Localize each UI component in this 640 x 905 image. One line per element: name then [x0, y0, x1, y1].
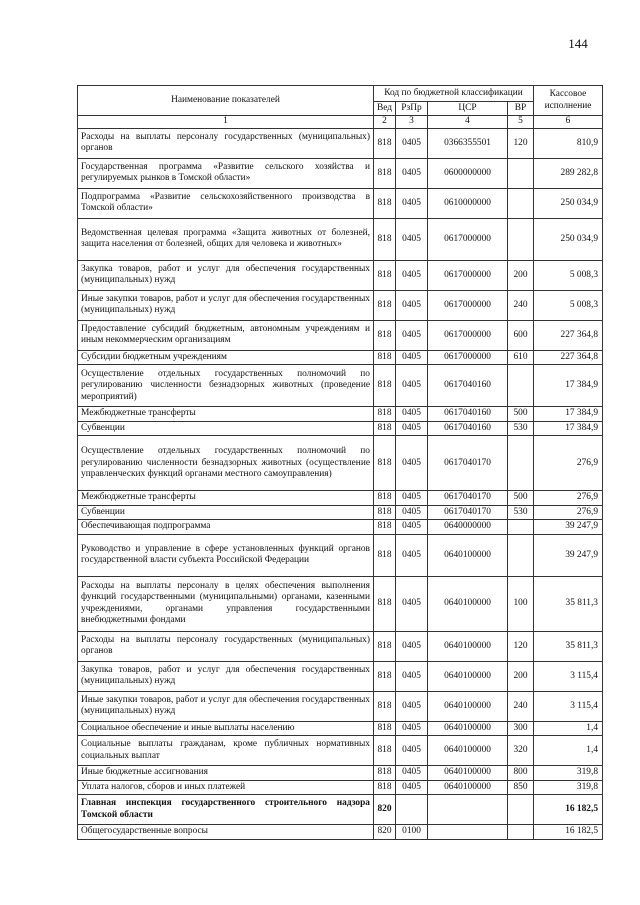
row-vr: 320 — [508, 736, 534, 766]
row-vr: 200 — [508, 661, 534, 691]
table-row — [78, 290, 603, 320]
row-csr: 0640100000 — [428, 661, 508, 691]
table-row — [78, 407, 603, 421]
row-ved: 818 — [374, 218, 396, 260]
row-ved: 818 — [374, 520, 396, 534]
row-amount: 17 384,9 — [534, 407, 603, 421]
row-vr — [508, 365, 534, 407]
col-number: 5 — [508, 116, 534, 128]
row-vr — [508, 436, 534, 491]
row-csr: 0640100000 — [428, 691, 508, 721]
row-rzpr: 0405 — [396, 436, 428, 491]
row-csr: 0617000000 — [428, 350, 508, 364]
row-amount: 227 364,8 — [534, 320, 603, 350]
table-row — [78, 188, 603, 218]
row-amount: 17 384,9 — [534, 365, 603, 407]
row-ved: 818 — [374, 128, 396, 158]
row-csr: 0617000000 — [428, 218, 508, 260]
row-rzpr: 0405 — [396, 631, 428, 661]
row-vr — [508, 795, 534, 825]
table-row — [78, 436, 603, 491]
row-csr: 0617000000 — [428, 260, 508, 290]
row-name: Закупка товаров, работ и услуг для обеспечения государственных (муниципальных) нужд — [78, 260, 374, 290]
row-rzpr: 0405 — [396, 158, 428, 188]
row-amount: 1,4 — [534, 736, 603, 766]
table-row — [78, 631, 603, 661]
row-ved: 818 — [374, 407, 396, 421]
row-name: Расходы на выплаты персоналу в целях обеспечения выполнения функций государственными (муниципальными) органами, казенными учреждениями, органами управления государственными внебюджетными фондами — [78, 576, 374, 631]
row-rzpr: 0405 — [396, 365, 428, 407]
row-amount: 810,9 — [534, 128, 603, 158]
table-row — [78, 320, 603, 350]
row-name: Закупка товаров, работ и услуг для обеспечения государственных (муниципальных) нужд — [78, 661, 374, 691]
row-csr — [428, 825, 508, 839]
row-ved: 820 — [374, 825, 396, 839]
row-rzpr: 0405 — [396, 505, 428, 519]
row-csr: 0617000000 — [428, 320, 508, 350]
row-csr: 0640100000 — [428, 576, 508, 631]
row-vr: 240 — [508, 691, 534, 721]
col-number: 2 — [374, 116, 396, 128]
row-amount: 35 811,3 — [534, 631, 603, 661]
row-amount: 16 182,5 — [534, 825, 603, 839]
row-rzpr: 0405 — [396, 128, 428, 158]
row-amount: 39 247,9 — [534, 520, 603, 534]
row-ved: 818 — [374, 365, 396, 407]
row-name: Главная инспекция государственного строительного надзора Томской области — [78, 795, 374, 825]
row-csr: 0617040170 — [428, 436, 508, 491]
row-csr: 0640100000 — [428, 721, 508, 735]
row-ved: 818 — [374, 350, 396, 364]
row-name: Осуществление отдельных государственных полномочий по регулированию численности безнадзорных животных (проведение мероприятий) — [78, 365, 374, 407]
header-rzpr: РзПр — [396, 102, 428, 116]
row-ved: 818 — [374, 436, 396, 491]
row-amount: 1,4 — [534, 721, 603, 735]
row-amount: 250 034,9 — [534, 188, 603, 218]
row-vr — [508, 520, 534, 534]
table-row — [78, 576, 603, 631]
row-name: Иные бюджетные ассигнования — [78, 766, 374, 780]
row-vr: 530 — [508, 421, 534, 435]
row-amount: 3 115,4 — [534, 691, 603, 721]
table-row — [78, 766, 603, 780]
row-rzpr: 0405 — [396, 290, 428, 320]
table-row — [78, 260, 603, 290]
row-vr — [508, 825, 534, 839]
row-ved: 818 — [374, 320, 396, 350]
row-amount: 227 364,8 — [534, 350, 603, 364]
row-name: Подпрограмма «Развитие сельскохозяйственного производства в Томской области» — [78, 188, 374, 218]
row-ved: 818 — [374, 290, 396, 320]
row-name: Иные закупки товаров, работ и услуг для обеспечения государственных (муниципальных) нужд — [78, 290, 374, 320]
row-amount: 276,9 — [534, 491, 603, 505]
row-rzpr: 0405 — [396, 218, 428, 260]
row-amount: 35 811,3 — [534, 576, 603, 631]
row-amount: 17 384,9 — [534, 421, 603, 435]
row-rzpr: 0100 — [396, 825, 428, 839]
row-vr: 500 — [508, 407, 534, 421]
row-ved: 818 — [374, 736, 396, 766]
row-rzpr: 0405 — [396, 766, 428, 780]
row-vr — [508, 188, 534, 218]
row-name: Ведомственная целевая программа «Защита животных от болезней, защита населения от болезней, общих для человека и животных» — [78, 218, 374, 260]
row-ved: 818 — [374, 631, 396, 661]
row-csr: 0640100000 — [428, 631, 508, 661]
table-row — [78, 350, 603, 364]
row-vr: 530 — [508, 505, 534, 519]
row-vr: 120 — [508, 128, 534, 158]
row-vr: 610 — [508, 350, 534, 364]
row-csr: 0640100000 — [428, 736, 508, 766]
row-name: Государственная программа «Развитие сельского хозяйства и регулируемых рынков в Томской области» — [78, 158, 374, 188]
row-vr: 600 — [508, 320, 534, 350]
row-name: Расходы на выплаты персоналу государственных (муниципальных) органов — [78, 631, 374, 661]
row-csr: 0610000000 — [428, 188, 508, 218]
row-vr: 800 — [508, 766, 534, 780]
table-row — [78, 534, 603, 576]
row-ved: 818 — [374, 260, 396, 290]
row-rzpr: 0405 — [396, 780, 428, 794]
row-name: Уплата налогов, сборов и иных платежей — [78, 780, 374, 794]
table-row — [78, 491, 603, 505]
row-rzpr: 0405 — [396, 260, 428, 290]
header-name: Наименование показателей — [78, 86, 374, 116]
row-name: Межбюджетные трансферты — [78, 407, 374, 421]
table-row — [78, 505, 603, 519]
table-row — [78, 661, 603, 691]
row-vr: 850 — [508, 780, 534, 794]
row-csr — [428, 795, 508, 825]
row-name: Расходы на выплаты персоналу государственных (муниципальных) органов — [78, 128, 374, 158]
page-number: 144 — [568, 36, 588, 51]
row-vr: 300 — [508, 721, 534, 735]
row-rzpr: 0405 — [396, 188, 428, 218]
row-rzpr: 0405 — [396, 721, 428, 735]
row-csr: 0640100000 — [428, 534, 508, 576]
row-vr — [508, 158, 534, 188]
row-ved: 818 — [374, 691, 396, 721]
row-ved: 818 — [374, 188, 396, 218]
row-vr: 120 — [508, 631, 534, 661]
row-name: Субвенции — [78, 421, 374, 435]
row-name: Обеспечивающая подпрограмма — [78, 520, 374, 534]
table-row — [78, 128, 603, 158]
row-name: Предоставление субсидий бюджетным, автономным учреждениям и иным некоммерческим организациям — [78, 320, 374, 350]
budget-table — [77, 85, 603, 840]
row-amount: 3 115,4 — [534, 661, 603, 691]
row-ved: 818 — [374, 721, 396, 735]
row-ved: 818 — [374, 766, 396, 780]
table-row — [78, 721, 603, 735]
row-amount: 16 182,5 — [534, 795, 603, 825]
row-csr: 0600000000 — [428, 158, 508, 188]
header-ved: Вед — [374, 102, 396, 116]
table-row — [78, 736, 603, 766]
row-ved: 820 — [374, 795, 396, 825]
table-row — [78, 421, 603, 435]
row-csr: 0617040170 — [428, 505, 508, 519]
row-csr: 0617040160 — [428, 365, 508, 407]
col-number: 6 — [534, 116, 603, 128]
table-row — [78, 365, 603, 407]
col-number: 1 — [78, 116, 374, 128]
row-ved: 818 — [374, 505, 396, 519]
row-name: Субвенции — [78, 505, 374, 519]
table-row — [78, 795, 603, 825]
row-name: Социальные выплаты гражданам, кроме публичных нормативных социальных выплат — [78, 736, 374, 766]
row-name: Иные закупки товаров, работ и услуг для обеспечения государственных (муниципальных) нужд — [78, 691, 374, 721]
row-vr: 100 — [508, 576, 534, 631]
table-row — [78, 520, 603, 534]
table-row — [78, 218, 603, 260]
row-amount: 5 008,3 — [534, 260, 603, 290]
row-vr — [508, 534, 534, 576]
row-amount: 276,9 — [534, 505, 603, 519]
row-ved: 818 — [374, 158, 396, 188]
table-row — [78, 158, 603, 188]
row-ved: 818 — [374, 534, 396, 576]
row-rzpr: 0405 — [396, 320, 428, 350]
row-rzpr: 0405 — [396, 576, 428, 631]
row-vr: 240 — [508, 290, 534, 320]
header-vr: ВР — [508, 102, 534, 116]
table-row — [78, 780, 603, 794]
row-vr — [508, 218, 534, 260]
row-amount: 39 247,9 — [534, 534, 603, 576]
row-ved: 818 — [374, 421, 396, 435]
row-rzpr: 0405 — [396, 661, 428, 691]
row-name: Социальное обеспечение и иные выплаты населению — [78, 721, 374, 735]
column-number-row — [78, 116, 603, 128]
row-csr: 0366355501 — [428, 128, 508, 158]
row-csr: 0617040160 — [428, 421, 508, 435]
row-amount: 250 034,9 — [534, 218, 603, 260]
table-row — [78, 691, 603, 721]
row-vr: 500 — [508, 491, 534, 505]
row-csr: 0640100000 — [428, 780, 508, 794]
row-amount: 319,8 — [534, 780, 603, 794]
row-ved: 818 — [374, 576, 396, 631]
row-amount: 276,9 — [534, 436, 603, 491]
row-rzpr: 0405 — [396, 407, 428, 421]
header-code-group: Код по бюджетной классификации — [374, 86, 534, 102]
row-vr: 200 — [508, 260, 534, 290]
row-ved: 818 — [374, 780, 396, 794]
row-rzpr: 0405 — [396, 520, 428, 534]
header-csr: ЦСР — [428, 102, 508, 116]
row-name: Субсидии бюджетным учреждениям — [78, 350, 374, 364]
row-ved: 818 — [374, 491, 396, 505]
row-csr: 0617000000 — [428, 290, 508, 320]
row-rzpr: 0405 — [396, 491, 428, 505]
row-rzpr — [396, 795, 428, 825]
row-name: Общегосударственные вопросы — [78, 825, 374, 839]
row-csr: 0617040170 — [428, 491, 508, 505]
row-rzpr: 0405 — [396, 736, 428, 766]
row-name: Руководство и управление в сфере установленных функций органов государственной власти субъекта Российской Федерации — [78, 534, 374, 576]
row-amount: 289 282,8 — [534, 158, 603, 188]
row-csr: 0617040160 — [428, 407, 508, 421]
col-number: 4 — [428, 116, 508, 128]
header-cash: Кассовое исполнение — [534, 86, 603, 116]
row-amount: 319,8 — [534, 766, 603, 780]
row-csr: 0640100000 — [428, 766, 508, 780]
table-row — [78, 825, 603, 839]
col-number: 3 — [396, 116, 428, 128]
row-name: Межбюджетные трансферты — [78, 491, 374, 505]
row-rzpr: 0405 — [396, 534, 428, 576]
row-ved: 818 — [374, 661, 396, 691]
row-amount: 5 008,3 — [534, 290, 603, 320]
row-rzpr: 0405 — [396, 350, 428, 364]
row-rzpr: 0405 — [396, 421, 428, 435]
row-csr: 0640000000 — [428, 520, 508, 534]
row-name: Осуществление отдельных государственных полномочий по регулированию численности безнадзорных животных (осуществление управленческих функций органами местного самоуправления) — [78, 436, 374, 491]
row-rzpr: 0405 — [396, 691, 428, 721]
